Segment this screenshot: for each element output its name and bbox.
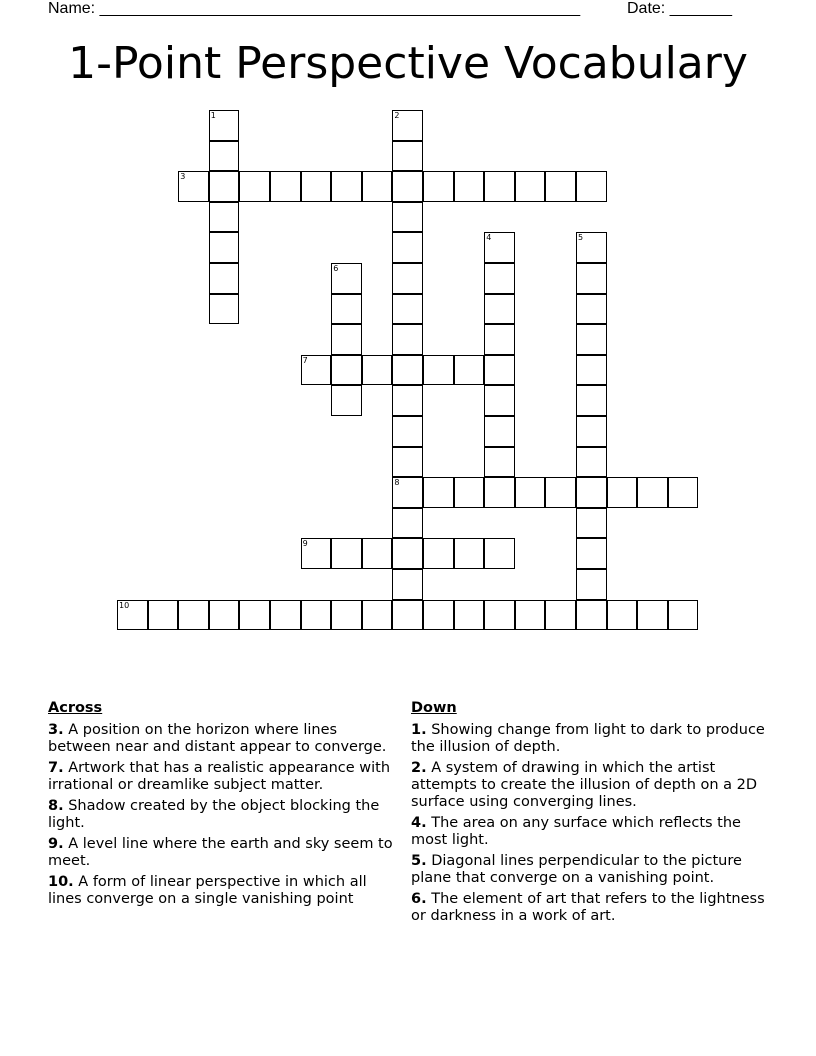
clue-number: 8. — [48, 798, 64, 814]
clue-text: The area on any surface which reflects the most light. — [411, 815, 741, 848]
grid-cell[interactable] — [392, 508, 423, 539]
clue-number-label: 2 — [394, 111, 400, 120]
grid-cell[interactable] — [607, 600, 638, 631]
clue-item — [48, 874, 398, 908]
grid-cell[interactable] — [576, 355, 607, 386]
clue-item — [411, 722, 771, 756]
clue-number-label: 8 — [394, 478, 400, 488]
grid-cell[interactable] — [545, 600, 576, 631]
grid-cell[interactable] — [576, 171, 607, 202]
clue-number-label: 4 — [486, 233, 492, 243]
grid-cell[interactable] — [239, 171, 270, 202]
grid-cell[interactable] — [301, 600, 332, 631]
clue-number: 6. — [411, 891, 427, 907]
grid-cell[interactable] — [331, 324, 362, 355]
grid-cell[interactable] — [484, 600, 515, 631]
grid-cell[interactable] — [301, 538, 332, 569]
grid-cell[interactable] — [637, 600, 668, 631]
grid-cell[interactable] — [331, 600, 362, 631]
clue-number-label: 9 — [302, 539, 308, 549]
grid-cell[interactable] — [484, 171, 515, 202]
grid-cell[interactable] — [484, 294, 515, 325]
grid-cell[interactable] — [637, 477, 668, 508]
grid-cell[interactable] — [668, 477, 699, 508]
grid-cell[interactable] — [454, 171, 485, 202]
clue-item — [48, 836, 398, 870]
clue-number-label: 10 — [119, 600, 130, 610]
grid-cell[interactable] — [178, 171, 209, 202]
clue-number-label: 5 — [578, 233, 584, 243]
clue-text: A system of drawing in which the artist attempts to create the illusion of depth on a 2D surface using converging lines. — [411, 760, 758, 810]
grid-cell[interactable] — [576, 263, 607, 294]
grid-cell[interactable] — [392, 600, 423, 631]
grid-cell[interactable] — [484, 447, 515, 478]
grid-cell[interactable] — [423, 355, 454, 386]
grid-cell[interactable] — [331, 171, 362, 202]
clue-number: 5. — [411, 853, 427, 869]
grid-cell[interactable] — [454, 600, 485, 631]
down-clue-list — [411, 722, 771, 925]
grid-cell[interactable] — [178, 600, 209, 631]
page-title: 1-Point Perspective Vocabulary — [68, 38, 748, 89]
clue-number: 7. — [48, 760, 64, 776]
grid-cell[interactable] — [209, 294, 240, 325]
grid-cell[interactable] — [392, 324, 423, 355]
clue-item — [48, 722, 398, 756]
grid-cell[interactable] — [576, 477, 607, 508]
grid-cell[interactable] — [239, 600, 270, 631]
grid-cell[interactable] — [392, 385, 423, 416]
grid-cell[interactable] — [423, 538, 454, 569]
grid-cell[interactable] — [270, 600, 301, 631]
grid-cell[interactable] — [576, 600, 607, 631]
grid-cell[interactable] — [545, 477, 576, 508]
grid-cell[interactable] — [545, 171, 576, 202]
grid-cell[interactable] — [301, 355, 332, 386]
grid-cell[interactable] — [484, 232, 515, 263]
across-clues — [48, 700, 398, 912]
grid-cell[interactable] — [362, 538, 393, 569]
grid-cell[interactable] — [484, 324, 515, 355]
grid-cell[interactable] — [576, 538, 607, 569]
grid-cell[interactable] — [331, 538, 362, 569]
grid-cell[interactable] — [392, 477, 423, 508]
grid-cell[interactable] — [484, 263, 515, 294]
grid-cell[interactable] — [392, 447, 423, 478]
grid-cell[interactable] — [668, 600, 699, 631]
clue-item — [48, 760, 398, 794]
clue-number: 2. — [411, 760, 427, 776]
grid-cell[interactable] — [454, 538, 485, 569]
grid-cell[interactable] — [484, 416, 515, 447]
clue-text: Showing change from light to dark to produce the illusion of depth. — [411, 722, 765, 755]
grid-cell[interactable] — [484, 538, 515, 569]
clue-text: Artwork that has a realistic appearance with irrational or dreamlike subject matter. — [48, 760, 391, 793]
grid-cell[interactable] — [209, 110, 240, 141]
name-field-label: Name: ______________________________________________________ — [48, 0, 581, 17]
clue-number: 4. — [411, 815, 427, 831]
grid-cell[interactable] — [392, 110, 423, 141]
down-heading: Down — [411, 700, 457, 716]
across-heading: Across — [48, 700, 103, 716]
grid-cell[interactable] — [362, 600, 393, 631]
grid-cell[interactable] — [515, 600, 546, 631]
grid-cell[interactable] — [576, 385, 607, 416]
grid-cell[interactable] — [423, 477, 454, 508]
grid-cell[interactable] — [301, 171, 332, 202]
clue-number-label: 1 — [210, 111, 216, 120]
clue-item — [411, 853, 771, 887]
grid-cell[interactable] — [392, 232, 423, 263]
grid-cell[interactable] — [331, 263, 362, 294]
clue-text: Diagonal lines perpendicular to the picture plane that converge on a vanishing point. — [411, 853, 742, 886]
grid-cell[interactable] — [209, 232, 240, 263]
grid-cell[interactable] — [576, 447, 607, 478]
grid-cell[interactable] — [209, 202, 240, 233]
grid-cell[interactable] — [392, 569, 423, 600]
clue-text: The element of art that refers to the lightness or darkness in a work of art. — [411, 891, 765, 924]
grid-cell[interactable] — [423, 171, 454, 202]
grid-cell[interactable] — [392, 355, 423, 386]
across-clue-list — [48, 722, 398, 908]
grid-cell[interactable] — [484, 355, 515, 386]
clue-number: 9. — [48, 836, 64, 852]
grid-cell[interactable] — [148, 600, 179, 631]
clue-text: A form of linear perspective in which all lines converge on a single vanishing point — [48, 874, 367, 907]
clue-text: Shadow created by the object blocking the light. — [48, 798, 380, 831]
grid-cell[interactable] — [576, 416, 607, 447]
clue-item — [411, 891, 771, 925]
grid-cell[interactable] — [484, 477, 515, 508]
grid-cell[interactable] — [484, 385, 515, 416]
grid-cell[interactable] — [392, 294, 423, 325]
clue-item — [411, 815, 771, 849]
grid-cell[interactable] — [392, 141, 423, 172]
grid-cell[interactable] — [454, 355, 485, 386]
grid-cell[interactable] — [209, 263, 240, 294]
grid-cell[interactable] — [362, 355, 393, 386]
grid-cell[interactable] — [423, 600, 454, 631]
grid-cell[interactable] — [392, 202, 423, 233]
grid-cell[interactable] — [515, 171, 546, 202]
grid-cell[interactable] — [331, 355, 362, 386]
clue-number-label: 6 — [333, 264, 339, 273]
clue-number-label: 7 — [302, 355, 308, 365]
grid-cell[interactable] — [392, 538, 423, 569]
grid-cell[interactable] — [392, 171, 423, 202]
grid-cell[interactable] — [331, 294, 362, 325]
grid-cell[interactable] — [454, 477, 485, 508]
clue-text: A level line where the earth and sky seem to meet. — [48, 836, 393, 869]
grid-cell[interactable] — [209, 171, 240, 202]
clue-item — [411, 760, 771, 811]
grid-cell[interactable] — [576, 569, 607, 600]
grid-cell[interactable] — [362, 171, 393, 202]
clue-item — [48, 798, 398, 832]
date-field-label: Date: _______ — [627, 0, 732, 17]
down-clues — [411, 700, 771, 929]
grid-cell[interactable] — [392, 263, 423, 294]
clue-text: A position on the horizon where lines between near and distant appear to converge. — [48, 722, 387, 755]
grid-cell[interactable] — [331, 385, 362, 416]
clue-number: 1. — [411, 722, 427, 738]
grid-cell[interactable] — [209, 141, 240, 172]
grid-cell[interactable] — [576, 508, 607, 539]
clue-number-label: 3 — [180, 172, 186, 182]
clue-number: 3. — [48, 722, 64, 738]
grid-cell[interactable] — [209, 600, 240, 631]
grid-cell[interactable] — [117, 600, 148, 631]
grid-cell[interactable] — [576, 324, 607, 355]
grid-cell[interactable] — [576, 232, 607, 263]
grid-cell[interactable] — [576, 294, 607, 325]
grid-cell[interactable] — [515, 477, 546, 508]
clue-number: 10. — [48, 874, 74, 890]
grid-cell[interactable] — [607, 477, 638, 508]
grid-cell[interactable] — [270, 171, 301, 202]
grid-cell[interactable] — [392, 416, 423, 447]
